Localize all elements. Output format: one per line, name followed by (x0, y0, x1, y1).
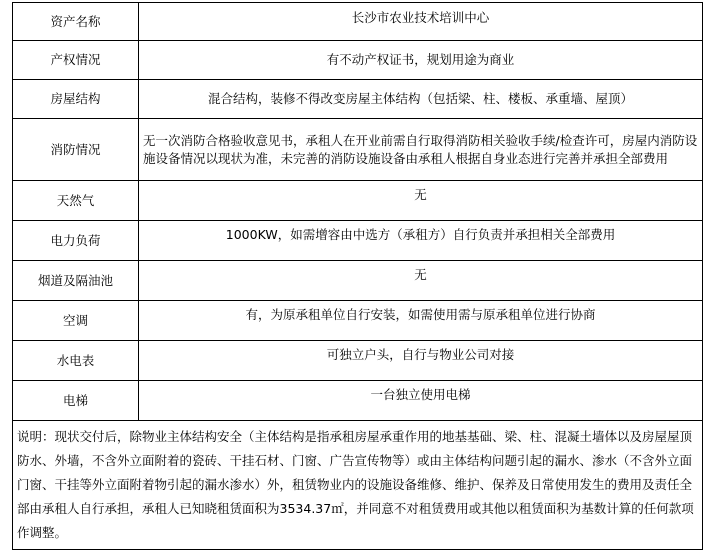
row-value-air-conditioning: 有，为原承租单位自行安装，如需使用需与原承租单位进行协商 (139, 301, 703, 341)
row-label-building-structure: 房屋结构 (13, 80, 139, 119)
table-row (13, 341, 703, 381)
row-label-property-rights: 产权情况 (13, 41, 139, 80)
row-label-air-conditioning: 空调 (13, 301, 139, 341)
note-paragraph: 说明：现状交付后，除物业主体结构安全（主体结构是指承租房屋承重作用的地基基础、梁、柱、混凝土墙体以及房屋屋顶防水、外墙，不含外立面附着的瓷砖、干挂石材、门窗、广告宣传物等）或由主体结构问题引起的漏水、渗水（不含外立面门窗、干挂等外立面附着物引起的漏水渗水）外，租赁物业内的设施设备维修、维护、保养及日常使用发生的费用及责任全部由承租人自行承担，承租人已知晓租赁面积为3534.37㎡，并同意不对租赁费用或其他以租赁面积为基数计算的任何款项作调整。 (13, 421, 703, 550)
row-label-elevator: 电梯 (13, 381, 139, 421)
table-row (13, 261, 703, 301)
table-row (13, 41, 703, 80)
row-value-power-load: 1000KW，如需增容由中选方（承租方）自行负责并承担相关全部费用 (139, 221, 703, 261)
asset-info-table (12, 2, 703, 550)
row-label-flue-grease-trap: 烟道及隔油池 (13, 261, 139, 301)
row-value-property-rights: 有不动产权证书，规划用途为商业 (139, 41, 703, 80)
row-label-natural-gas: 天然气 (13, 181, 139, 221)
table-row (13, 119, 703, 181)
row-value-flue-grease-trap: 无 (139, 261, 703, 301)
row-value-asset-name: 长沙市农业技术培训中心 (139, 3, 703, 41)
row-value-fire-safety: 无一次消防合格验收意见书，承租人在开业前需自行取得消防相关验收手续/检查许可，房屋内消防设施设备情况以现状为准，未完善的消防设施设备由承租人根据自身业态进行完善并承担全部费用 (139, 119, 703, 181)
table-row (13, 80, 703, 119)
row-value-elevator: 一台独立使用电梯 (139, 381, 703, 421)
row-value-natural-gas: 无 (139, 181, 703, 221)
table-row (13, 381, 703, 421)
row-label-asset-name: 资产名称 (13, 3, 139, 41)
row-label-utility-meters: 水电表 (13, 341, 139, 381)
table-row (13, 3, 703, 41)
table-row (13, 221, 703, 261)
table-row (13, 181, 703, 221)
row-label-fire-safety: 消防情况 (13, 119, 139, 181)
row-label-power-load: 电力负荷 (13, 221, 139, 261)
asset-info-document (12, 2, 703, 550)
table-row (13, 421, 703, 550)
row-value-utility-meters: 可独立户头，自行与物业公司对接 (139, 341, 703, 381)
table-row (13, 301, 703, 341)
row-value-building-structure: 混合结构，装修不得改变房屋主体结构（包括梁、柱、楼板、承重墙、屋顶） (139, 80, 703, 119)
